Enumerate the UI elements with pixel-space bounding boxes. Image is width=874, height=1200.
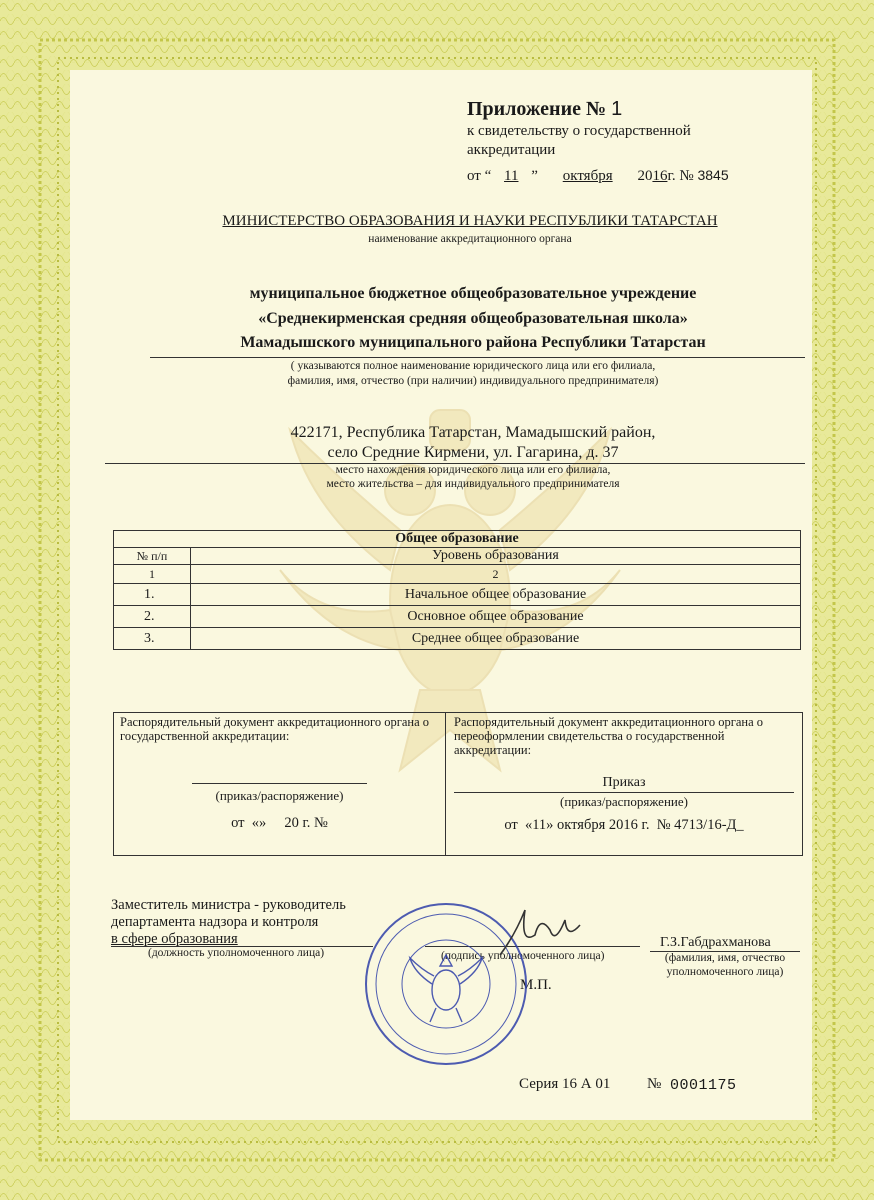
original-decree-date: от «» 20 г. № [231, 815, 328, 831]
date-month: октября [562, 168, 613, 184]
date-day: 11 [504, 168, 519, 184]
date-number-label: г. № [667, 168, 694, 184]
position-line-1: Заместитель министра - руководитель [111, 897, 346, 913]
documents-box [113, 712, 803, 856]
series-label: Серия 16 А 01 [519, 1076, 611, 1092]
table-title-row [114, 531, 801, 548]
appendix-number: 1 [611, 98, 623, 120]
address-caption-2: место жительства – для индивидуального предпринимателя [326, 478, 620, 490]
table-numbering-row [114, 565, 801, 584]
authority-name: МИНИСТЕРСТВО ОБРАЗОВАНИЯ И НАУКИ РЕСПУБЛИКИ ТАТАРСТАН [222, 213, 718, 229]
certificate-number: 3845 [697, 167, 729, 183]
signature-caption: (подпись уполномоченного лица) [441, 950, 605, 962]
reissue-decree-line [454, 792, 794, 793]
row-number: 2. [114, 606, 191, 628]
reissue-decree-title: Распорядительный документ аккредитационного органа о переоформлении свидетельства о государственной аккредитации: [454, 715, 763, 757]
reissue-decree-caption: (приказ/распоряжение) [560, 794, 688, 809]
education-table [113, 530, 801, 650]
appendix-date [467, 167, 729, 185]
reissue-decree-date: от «11» октября 2016 г. № 4713/16-Д_ [504, 817, 744, 833]
address-line-2: село Средние Кирмени, ул. Гагарина, д. 37 [327, 444, 619, 461]
row-number: 1. [114, 584, 191, 606]
numbering-cell-2: 2 [191, 565, 801, 584]
address-line-1: 422171, Республика Татарстан, Мамадышский район, [290, 424, 656, 441]
row-number: 3. [114, 628, 191, 650]
table-header-row [114, 548, 801, 565]
table-title: Общее образование [114, 531, 801, 548]
organization-line-3: Мамадышского муниципального района Республики Татарстан [240, 334, 706, 351]
name-caption-2: уполномоченного лица) [666, 966, 784, 978]
date-prefix: от “ [467, 168, 492, 184]
column-level-header: Уровень образования [191, 548, 801, 565]
row-level: Начальное общее образование [191, 584, 801, 606]
row-level: Среднее общее образование [191, 628, 801, 650]
position-caption: (должность уполномоченного лица) [148, 947, 325, 959]
position-line-3: в сфере образования [111, 931, 238, 947]
row-level: Основное общее образование [191, 606, 801, 628]
address-caption-1: место нахождения юридического лица или его филиала, [335, 464, 611, 476]
appendix-title [467, 98, 622, 121]
reissue-decree-column [446, 713, 802, 855]
position-line-2: департамента надзора и контроля [111, 914, 319, 930]
appendix-title-text: Приложение № [467, 98, 607, 120]
original-decree-title: Распорядительный документ аккредитационного органа о государственной аккредитации: [120, 715, 429, 743]
signatory-position [111, 897, 346, 948]
original-decree-caption: (приказ/распоряжение) [215, 788, 344, 803]
appendix-subtitle-1: к свидетельству о государственной [467, 123, 691, 139]
series-number-label: № [647, 1076, 662, 1092]
authority-caption: наименование аккредитационного органа [368, 233, 572, 245]
handwritten-signature-icon [495, 905, 585, 960]
original-decree-column [114, 713, 446, 855]
organization-caption-2: фамилия, имя, отчество (при наличии) индивидуального предпринимателя) [287, 375, 659, 387]
organization-line-1: муниципальное бюджетное общеобразовательное учреждение [249, 285, 697, 302]
appendix-subtitle-2: аккредитации [467, 142, 556, 158]
table-row [114, 606, 801, 628]
date-year-prefix: 20 [637, 168, 653, 184]
series-number: 0001175 [670, 1077, 737, 1094]
organization-caption-1: ( указываются полное наименование юридического лица или его филиала, [290, 360, 656, 372]
table-row [114, 628, 801, 650]
stamp-place-label: М.П. [520, 977, 552, 993]
organization-underline [150, 357, 805, 358]
original-decree-line [192, 783, 367, 784]
date-year-suffix: 16 [652, 168, 668, 184]
numbering-cell-1: 1 [114, 565, 191, 584]
table-row [114, 584, 801, 606]
organization-line-2: «Среднекирменская средняя общеобразовательная школа» [258, 310, 688, 327]
signatory-name: Г.З.Габдрахманова [660, 935, 771, 950]
reissue-decree-type: Приказ [602, 775, 646, 790]
column-number-header: № п/п [114, 548, 191, 565]
date-quote: ” [531, 168, 538, 184]
name-caption-1: (фамилия, имя, отчество [664, 952, 786, 964]
